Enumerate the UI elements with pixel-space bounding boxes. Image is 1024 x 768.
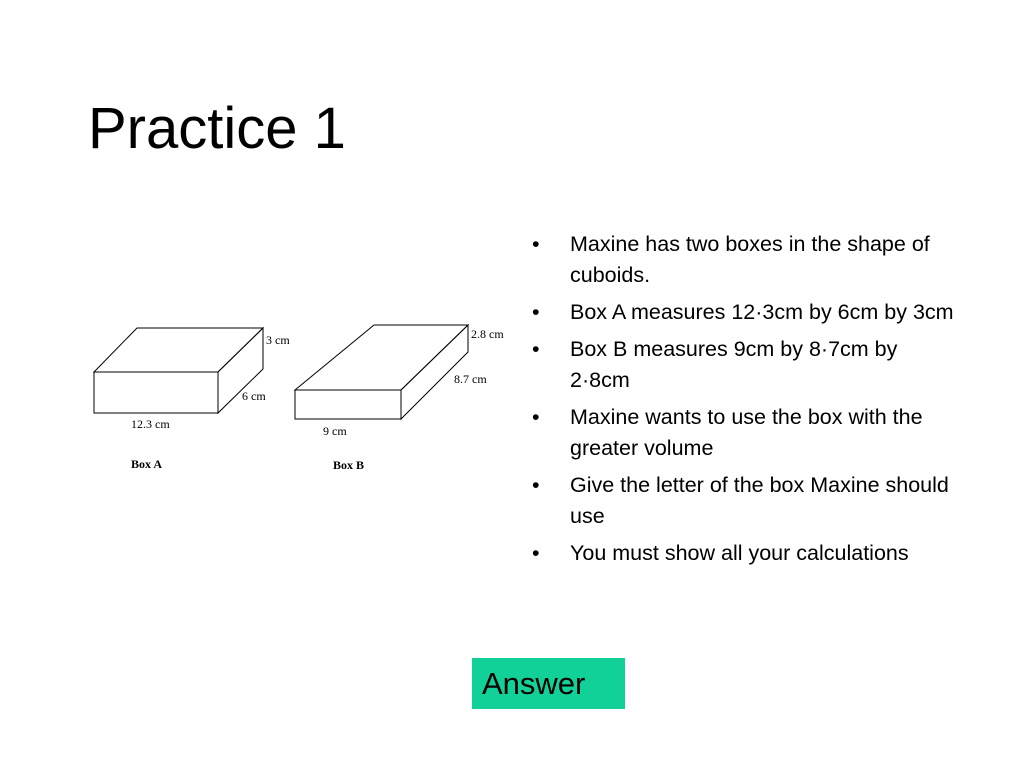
- box-b-width-label: 8.7 cm: [454, 372, 487, 386]
- bullet-marker: •: [532, 405, 540, 429]
- bullet-item: [532, 334, 962, 396]
- box-a-label: Box A: [131, 457, 163, 471]
- slide-title: Practice 1: [88, 96, 346, 161]
- bullet-text: Maxine has two boxes in the shape of cuboids.: [570, 232, 930, 287]
- bullet-text: Box A measures 12·3cm by 6cm by 3cm: [570, 300, 954, 324]
- box-b-length-label: 9 cm: [323, 424, 347, 438]
- bullet-text: Give the letter of the box Maxine should use: [570, 473, 949, 528]
- bullet-item: [532, 402, 962, 464]
- cuboid-figure: [88, 318, 518, 483]
- box-b-drawing: [295, 325, 468, 419]
- answer-button[interactable]: Answer: [472, 658, 625, 709]
- box-b-top-face: [295, 325, 468, 390]
- bullet-item: [532, 229, 962, 291]
- bullet-marker: •: [532, 473, 540, 497]
- box-a-height-label: 3 cm: [266, 333, 290, 347]
- box-a-top-face: [94, 328, 263, 372]
- bullet-item: [532, 538, 962, 569]
- box-b-front-face: [295, 390, 401, 419]
- bullet-item: [532, 470, 962, 532]
- box-a-drawing: [94, 328, 263, 413]
- bullet-marker: •: [532, 300, 540, 324]
- bullet-marker: •: [532, 232, 540, 256]
- bullet-marker: •: [532, 337, 540, 361]
- box-a-length-label: 12.3 cm: [131, 417, 170, 431]
- cuboid-diagram: [88, 318, 518, 483]
- bullet-text: You must show all your calculations: [570, 541, 909, 565]
- box-a-front-face: [94, 372, 218, 413]
- bullet-text: Maxine wants to use the box with the greater volume: [570, 405, 923, 460]
- bullet-item: [532, 297, 962, 328]
- box-a-width-label: 6 cm: [242, 389, 266, 403]
- question-bullet-list: [532, 229, 962, 575]
- box-b-height-label: 2.8 cm: [471, 327, 504, 341]
- box-b-label: Box B: [333, 458, 365, 472]
- bullet-text: Box B measures 9cm by 8·7cm by 2·8cm: [570, 337, 898, 392]
- bullet-marker: •: [532, 541, 540, 565]
